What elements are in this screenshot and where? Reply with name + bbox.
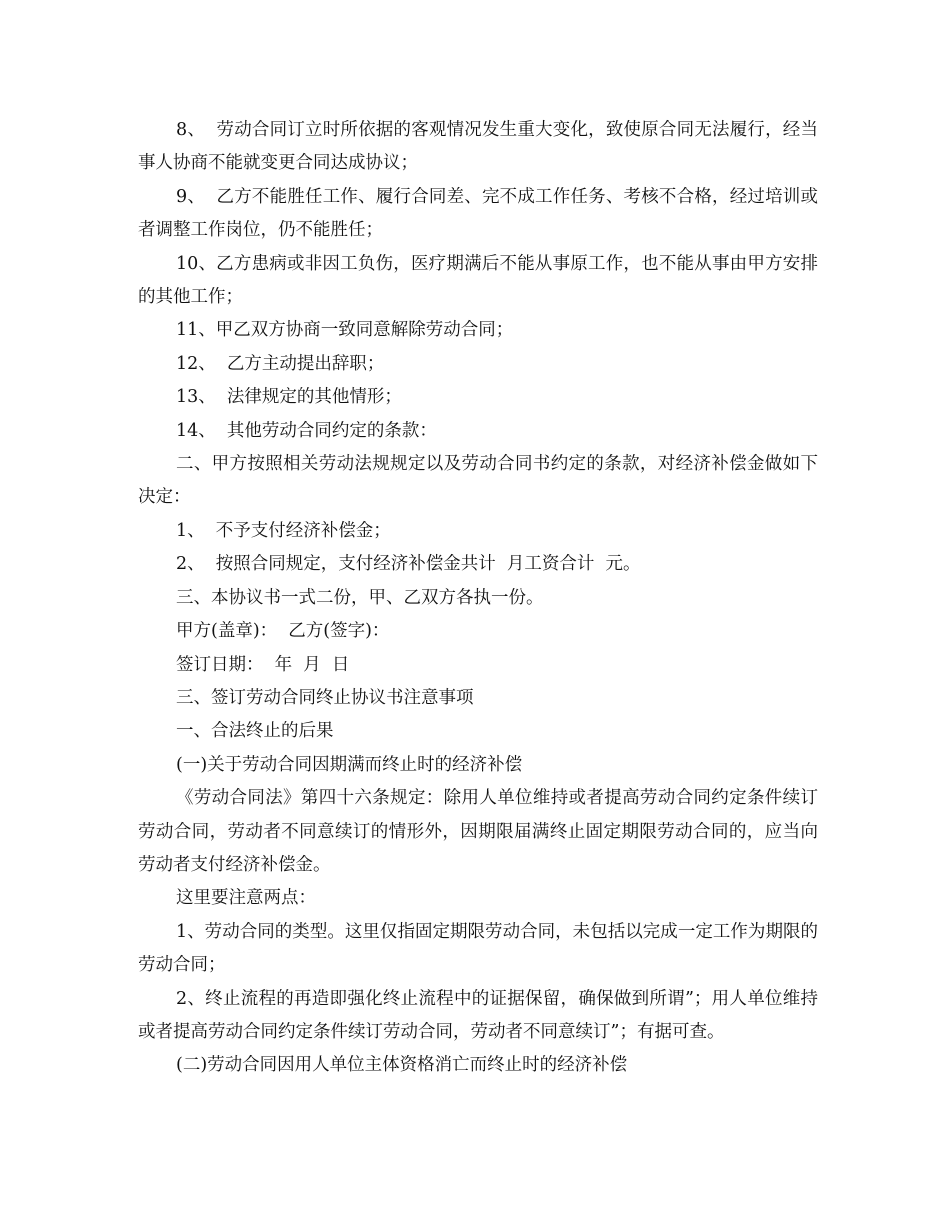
law-article-46: 《劳动合同法》第四十六条规定：除用人单位维持或者提高劳动合同约定条件续订劳动合同，劳动者不同意续订的情形外，因期限届满终止固定期限劳动合同的，应当向劳动者支付经济补偿金。 xyxy=(138,788,818,875)
compensation-option-1: 1、 不予支付经济补偿金； xyxy=(176,520,391,541)
subsection-1-heading: (一)关于劳动合同因期满而终止时的经济补偿 xyxy=(176,754,523,775)
subsection-2-heading: (二)劳动合同因用人单位主体资格消亡而终止时的经济补偿 xyxy=(176,1055,628,1076)
point-2: 2、终止流程的再造即强化终止流程中的证据保留，确保做到所谓”；用人单位维持或者提高劳动合同约定条件续订劳动合同，劳动者不同意续订”；有据可查。 xyxy=(138,988,818,1042)
signature-line: 甲方(盖章)： 乙方(签字)： xyxy=(176,621,390,642)
clause-12: 12、 乙方主动提出辞职； xyxy=(176,353,385,374)
point-1: 1、劳动合同的类型。这里仅指固定期限劳动合同，未包括以完成一定工作为期限的劳动合同； xyxy=(138,921,818,976)
section-2-heading: 二、甲方按照相关劳动法规规定以及劳动合同书约定的条款，对经济补偿金做如下决定： xyxy=(138,454,818,508)
clause-11: 11、甲乙双方协商一致同意解除劳动合同； xyxy=(176,320,514,341)
clause-8: 8、 劳动合同订立时所依据的客观情况发生重大变化，致使原合同无法履行，经当事人协商不能就变更合同达成协议； xyxy=(138,120,818,174)
legal-termination-heading: 一、合法终止的后果 xyxy=(176,721,334,742)
two-points-intro: 这里要注意两点： xyxy=(176,888,316,909)
document-body xyxy=(138,114,818,1083)
clause-13: 13、 法律规定的其他情形； xyxy=(176,387,402,408)
clause-9: 9、 乙方不能胜任工作、履行合同差、完不成工作任务、考核不合格，经过培训或者调整工作岗位，仍不能胜任； xyxy=(138,186,818,241)
clause-14: 14、 其他劳动合同约定的条款： xyxy=(176,420,437,441)
notes-heading: 三、签订劳动合同终止协议书注意事项 xyxy=(176,687,474,708)
compensation-option-2: 2、 按照合同规定，支付经济补偿金共计 月工资合计 元。 xyxy=(176,554,641,575)
signing-date-line: 签订日期： 年 月 日 xyxy=(176,654,350,675)
clause-10: 10、乙方患病或非因工负伤，医疗期满后不能从事原工作，也不能从事由甲方安排的其他工作； xyxy=(138,253,818,308)
section-3-copies: 三、本协议书一式二份，甲、乙双方各执一份。 xyxy=(176,587,544,608)
